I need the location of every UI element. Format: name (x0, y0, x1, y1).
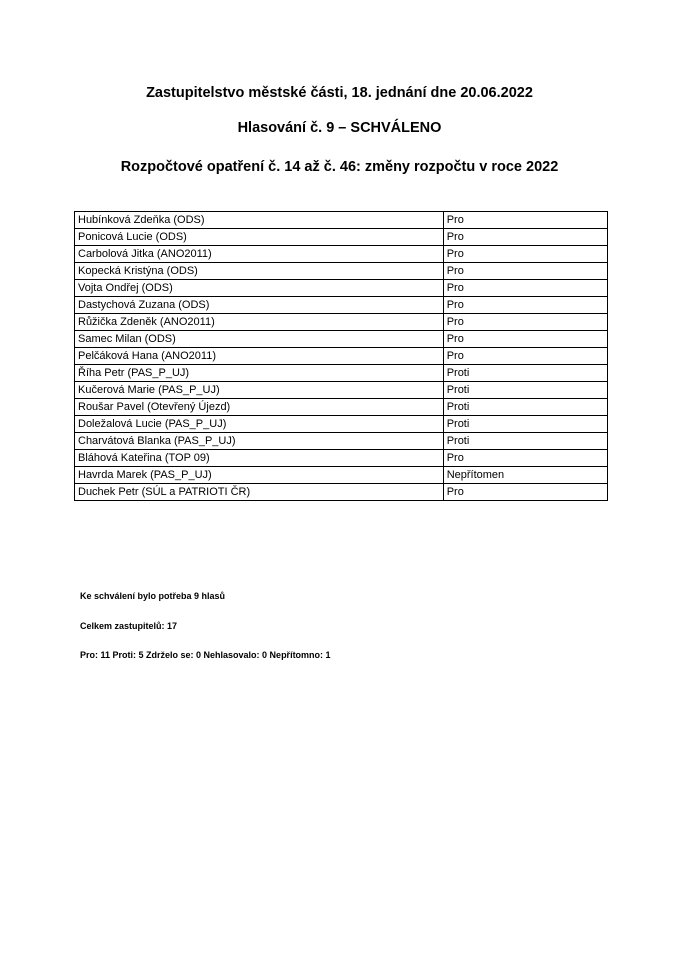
member-name: Bláhová Kateřina (TOP 09) (75, 450, 444, 467)
table-row (75, 484, 608, 501)
member-name: Duchek Petr (SÚL a PATRIOTI ČR) (75, 484, 444, 501)
vote-subject-title: Rozpočtové opatření č. 14 až č. 46: změny rozpočtu v roce 2022 (120, 159, 559, 175)
session-title: Zastupitelstvo městské části, 18. jednání dne 20.06.2022 (146, 85, 533, 101)
member-vote: Pro (443, 348, 607, 365)
required-votes-note: Ke schválení bylo potřeba 9 hlasů (80, 591, 226, 601)
member-name: Hubínková Zdeňka (ODS) (75, 212, 444, 229)
total-members-note: Celkem zastupitelů: 17 (80, 621, 178, 631)
vote-result-title: Hlasování č. 9 – SCHVÁLENO (237, 120, 442, 136)
table-row (75, 280, 608, 297)
member-vote: Pro (443, 246, 607, 263)
member-name: Vojta Ondřej (ODS) (75, 280, 444, 297)
member-vote: Proti (443, 365, 607, 382)
member-vote: Proti (443, 399, 607, 416)
vote-counts-note: Pro: 11 Proti: 5 Zdrželo se: 0 Nehlasovalo: 0 Nepřítomno: 1 (80, 650, 331, 660)
member-name: Růžička Zdeněk (ANO2011) (75, 314, 444, 331)
member-vote: Pro (443, 331, 607, 348)
member-name: Kučerová Marie (PAS_P_UJ) (75, 382, 444, 399)
member-name: Dastychová Zuzana (ODS) (75, 297, 444, 314)
table-row (75, 263, 608, 280)
member-vote: Pro (443, 280, 607, 297)
member-name: Kopecká Kristýna (ODS) (75, 263, 444, 280)
member-name: Doležalová Lucie (PAS_P_UJ) (75, 416, 444, 433)
member-name: Carbolová Jitka (ANO2011) (75, 246, 444, 263)
member-vote: Pro (443, 229, 607, 246)
member-vote: Proti (443, 416, 607, 433)
member-name: Říha Petr (PAS_P_UJ) (75, 365, 444, 382)
table-row (75, 399, 608, 416)
votes-table (74, 211, 608, 501)
member-vote: Nepřítomen (443, 467, 607, 484)
table-row (75, 297, 608, 314)
member-vote: Pro (443, 212, 607, 229)
table-row (75, 331, 608, 348)
member-name: Havrda Marek (PAS_P_UJ) (75, 467, 444, 484)
member-vote: Pro (443, 263, 607, 280)
table-row (75, 229, 608, 246)
member-vote: Proti (443, 382, 607, 399)
table-row (75, 450, 608, 467)
table-row (75, 365, 608, 382)
member-vote: Pro (443, 297, 607, 314)
table-row (75, 246, 608, 263)
table-row (75, 212, 608, 229)
table-row (75, 416, 608, 433)
table-row (75, 382, 608, 399)
table-row (75, 348, 608, 365)
member-vote: Proti (443, 433, 607, 450)
member-name: Charvátová Blanka (PAS_P_UJ) (75, 433, 444, 450)
table-row (75, 467, 608, 484)
member-name: Roušar Pavel (Otevřený Újezd) (75, 399, 444, 416)
member-vote: Pro (443, 484, 607, 501)
member-name: Ponicová Lucie (ODS) (75, 229, 444, 246)
member-name: Samec Milan (ODS) (75, 331, 444, 348)
member-vote: Pro (443, 450, 607, 467)
table-row (75, 314, 608, 331)
member-name: Pelčáková Hana (ANO2011) (75, 348, 444, 365)
member-vote: Pro (443, 314, 607, 331)
table-row (75, 433, 608, 450)
